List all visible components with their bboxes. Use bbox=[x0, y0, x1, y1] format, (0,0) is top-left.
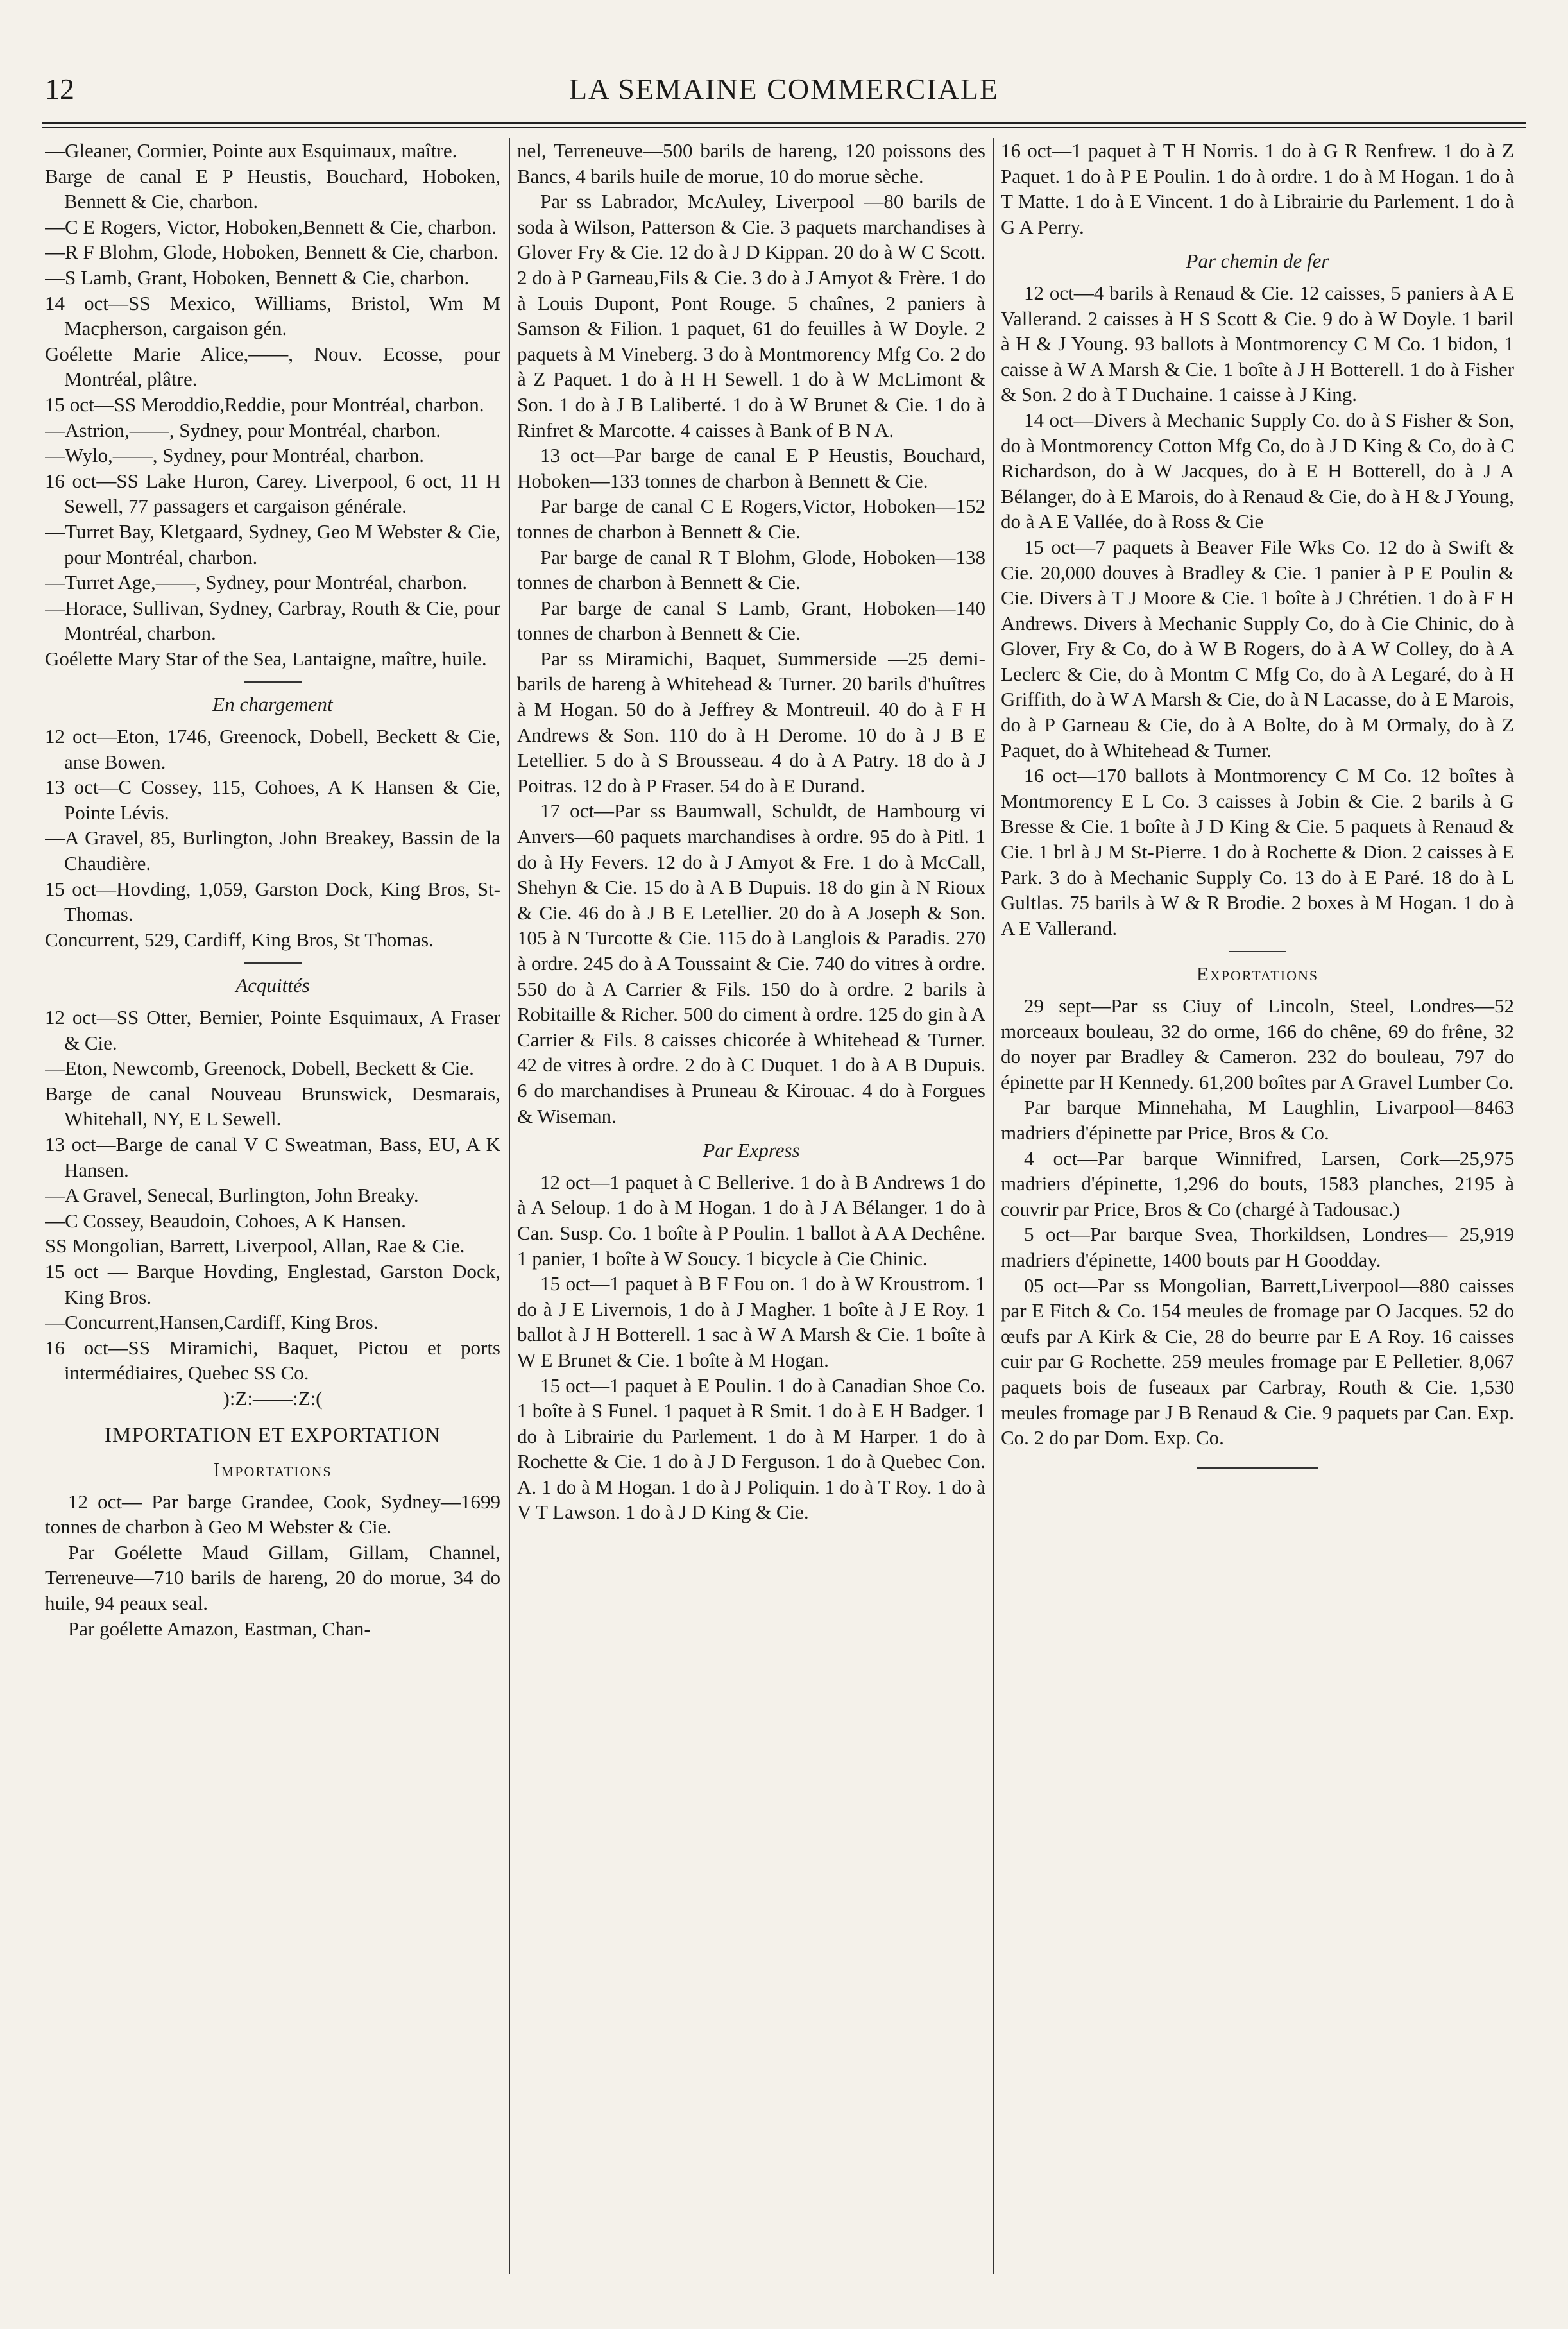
listing-entry: 15 oct—SS Meroddio,Reddie, pour Montréal, charbon. bbox=[45, 393, 484, 416]
separator-rule bbox=[1229, 951, 1286, 952]
paragraph: 15 oct—1 paquet à B F Fou on. 1 do à W Kroustrom. 1 do à J E Livernois, 1 do à J Magher. 1 boîte à J E Roy. 1 ballot à J H Botterell. 1 sac à W A Marsh & Cie. 1 boîte à W E Brunet & Cie. 1 boîte à M Hogan. bbox=[517, 1272, 985, 1371]
section-heading: Importations bbox=[213, 1458, 332, 1481]
paragraph: 12 oct— Par barge Grandee, Cook, Sydney—1699 tonnes de charbon à Geo M Webster & Cie. bbox=[45, 1490, 500, 1539]
listing-entry: 14 oct—SS Mexico, Williams, Bristol, Wm M Macpherson, cargaison gén. bbox=[45, 291, 500, 340]
paragraph: Par barge de canal C E Rogers,Victor, Hoboken—152 tonnes de charbon à Bennett & Cie. bbox=[517, 495, 985, 543]
listing-entry: 12 oct—SS Otter, Bernier, Pointe Esquimaux, A Fraser & Cie. bbox=[45, 1006, 500, 1054]
listing-entry: 13 oct—Barge de canal V C Sweatman, Bass, EU, A K Hansen. bbox=[45, 1132, 500, 1181]
column-divider bbox=[993, 138, 994, 2274]
listing-entry: —Astrion,——, Sydney, pour Montréal, charbon. bbox=[45, 418, 441, 441]
listing-entry: Barge de canal E P Heustis, Bouchard, Hoboken, Bennett & Cie, charbon. bbox=[45, 164, 500, 213]
paragraph: 4 oct—Par barque Winnifred, Larsen, Cork—25,975 madriers d'épinette, 1,296 do bouts, 1583 planches, 2195 à couvrir par Price, Bros & Co (chargé à Tadousac.) bbox=[1001, 1147, 1514, 1220]
listing-entry: 15 oct — Barque Hovding, Englestad, Garston Dock, King Bros. bbox=[45, 1259, 500, 1308]
paragraph: Par ss Labrador, McAuley, Liverpool —80 barils de soda à Wilson, Patterson & Cie. 3 paquets marchandises à Glover Fry & Cie. 12 do à J D Kippan. 20 do à W C Scott. 2 do à P Garneau,Fils & Cie. 3 do à J Amyot & Frère. 1 do à Louis Dupont, Pont Rouge. 5 chaînes, 2 paniers à Samson & Filion. 1 paquet, 61 do feuilles à W Doyle. 2 paquets à M Vineberg. 3 do à Montmorency Mfg Co. 2 do à Z Paquet. 1 do à H H Sewell. 1 do à W McLimont & Son. 1 do à J B Laliberté. 1 do à W Brunet & Cie. 1 do à Rinfret & Marcotte. 4 caisses à Bank of B N A. bbox=[517, 190, 985, 441]
listing-entry: —R F Blohm, Glode, Hoboken, Bennett & Cie, charbon. bbox=[45, 241, 499, 264]
paragraph: Par ss Miramichi, Baquet, Summerside —25 demi-barils de hareng à Whitehead & Turner. 20 barils d'huîtres à M Hogan. 50 do à Jeffrey & Montreuil. 40 do à F H Andrews & Son. 110 do à H Derome. 10 do à J B E Letellier. 5 do à S Brousseau. 4 do à A Patry. 18 do à J Poitras. 12 do à P Fraser. 54 do à E Durand. bbox=[517, 647, 985, 797]
paragraph: Par barge de canal R T Blohm, Glode, Hoboken—138 tonnes de charbon à Bennett & Cie. bbox=[517, 545, 985, 594]
paragraph: 15 oct—1 paquet à E Poulin. 1 do à Canadian Shoe Co. 1 boîte à S Funel. 1 paquet à R Smit. 1 do à E H Badger. 1 do à Librairie du Parlement. 1 do à M Harper. 1 do à Rochette & Cie. 1 do à J D Ferguson. 1 do à Quebec Con. A. 1 do à M Hogan. 1 do à J Poliquin. 1 do à T Roy. 1 do à V T Lawson. 1 do à J D King & Cie. bbox=[517, 1374, 985, 1524]
listing-entry: —Horace, Sullivan, Sydney, Carbray, Routh & Cie, pour Montréal, charbon. bbox=[45, 596, 500, 645]
listing-entry: —Concurrent,Hansen,Cardiff, King Bros. bbox=[45, 1311, 379, 1334]
listing-entry: SS Mongolian, Barrett, Liverpool, Allan, Rae & Cie. bbox=[45, 1234, 465, 1258]
separator-rule bbox=[244, 681, 302, 683]
header-rule-thin bbox=[42, 127, 1526, 128]
paragraph: 12 oct—1 paquet à C Bellerive. 1 do à B Andrews 1 do à A Seloup. 1 do à M Hogan. 1 do à J A Bélanger. 1 do à Can. Susp. Co. 1 boîte à P Poulin. 1 ballot à A A Dechêne. 1 panier, 1 boîte à W Soucy. 1 bicycle à Cie Chinic. bbox=[517, 1170, 985, 1270]
paragraph: 29 sept—Par ss Ciuy of Lincoln, Steel, Londres—52 morceaux bouleau, 32 do orme, 166 do chêne, 69 do frêne, 32 do noyer par Bradley & Cameron. 232 do bouleau, 797 do épinette par H Kennedy. 61,200 boîtes par A Gravel Lumber Co. bbox=[1001, 994, 1514, 1093]
paragraph: nel, Terreneuve—500 barils de hareng, 120 poissons des Bancs, 4 barils huile de morue, 10 do morue sèche. bbox=[517, 139, 985, 187]
section-heading: Par Express bbox=[703, 1139, 800, 1162]
section-heading: Acquittés bbox=[235, 974, 310, 997]
listing-entry: 16 oct—SS Miramichi, Baquet, Pictou et ports intermédiaires, Quebec SS Co. bbox=[45, 1336, 500, 1385]
paragraph: 05 oct—Par ss Mongolian, Barrett,Liverpool—880 caisses par E Fitch & Co. 154 meules de fromage par O Jacques. 52 do œufs par A Kirk & Cie, 28 do beurre par E A Roy. 16 caisses cuir par G Rochette. 259 meules fromage par E Pelletier. 8,067 paquets bois de fuseaux par Carbray, Routh & Cie. 1,530 meules fromage par J B Renaud & Cie. 9 paquets par Can. Exp. Co. 2 do par Dom. Exp. Co. bbox=[1001, 1274, 1514, 1449]
listing-entry: Concurrent, 529, Cardiff, King Bros, St Thomas. bbox=[45, 928, 434, 951]
listing-entry: —Eton, Newcomb, Greenock, Dobell, Beckett & Cie. bbox=[45, 1057, 474, 1080]
paragraph: 15 oct—7 paquets à Beaver File Wks Co. 12 do à Swift & Cie. 20,000 douves à Bradley & Cie. 1 panier à P E Poulin & Cie. Divers à T J Moore & Cie. 1 boîte à J Chrétien. 1 do à F H Andrews. Divers à Mechanic Supply Co, do à Cie Chinic, do à Glover, Fry & Co, do à W B Rogers, do à A W Colley, do à A Leclerc & Cie, do à Montm C Mfg Co, do à A Legaré, do à H Griffith, do à W A Marsh & Cie, do à N Lacasse, do à E Marois, do à P Garneau & Cie, do à A Bolte, do à M Ormaly, do à Z Paquet, do à Whitehead & Turner. bbox=[1001, 535, 1514, 762]
paragraph: Par goélette Amazon, Eastman, Chan- bbox=[68, 1617, 371, 1640]
listing-entry: —A Gravel, Senecal, Burlington, John Breaky. bbox=[45, 1184, 419, 1207]
separator-rule bbox=[244, 962, 302, 964]
paragraph: 14 oct—Divers à Mechanic Supply Co. do à S Fisher & Son, do à Montmorency Cotton Mfg Co, do à J D King & Co, do à C Richardson, do à W Jacques, do à E H Botterell, do à J A Bélanger, do à E Marois, do à Renaud & Cie, do à H & J Young, do à A E Vallée, do à Ross & Cie bbox=[1001, 408, 1514, 533]
listing-entry: 15 oct—Hovding, 1,059, Garston Dock, King Bros, St-Thomas. bbox=[45, 877, 500, 926]
paragraph: 17 oct—Par ss Baumwall, Schuldt, de Hambourg vi Anvers—60 paquets marchandises à ordre. 95 do à Pitl. 1 do à Hy Fevers. 12 do à J Amyot & Fre. 1 do à McCall, Shehyn & Cie. 15 do à A B Dupuis. 18 do gin à N Rioux & Cie. 46 do à J B E Letellier. 20 do à A Joseph & Son. 105 à N Turcotte & Cie. 115 do à Langlois & Paradis. 270 à ordre. 245 do à A Toussaint & Cie. 740 do vitres à ordre. 550 do à A Carrier & Fils. 150 do à ordre. 2 barils à Robitaille & Richer. 500 do ciment à ordre. 125 do gin à A Carrier & Fils. 8 caisses chicorée à Whitehead & Turner. 42 de vitres à ordre. 2 do à C Duquet. 1 do à A B Dupuis. 6 do marchandises à Pruneau & Kirouac. 4 do à Forgues & Wiseman. bbox=[517, 799, 985, 1127]
listing-entry: 16 oct—SS Lake Huron, Carey. Liverpool, 6 oct, 11 H Sewell, 77 passagers et cargaison générale. bbox=[45, 469, 500, 518]
paragraph: Par barque Minnehaha, M Laughlin, Livarpool—8463 madriers d'épinette par Price, Bros & Co. bbox=[1001, 1096, 1514, 1144]
ornament: ):Z:——:Z:( bbox=[223, 1386, 323, 1410]
paragraph: Par barge de canal S Lamb, Grant, Hoboken—140 tonnes de charbon à Bennett & Cie. bbox=[517, 596, 985, 645]
paragraph: 13 oct—Par barge de canal E P Heustis, Bouchard, Hoboken—133 tonnes de charbon à Bennett & Cie. bbox=[517, 444, 985, 492]
section-title: IMPORTATION ET EXPORTATION bbox=[105, 1423, 441, 1447]
column-middle bbox=[517, 138, 985, 2287]
end-rule bbox=[1197, 1467, 1318, 1469]
listing-entry: —S Lamb, Grant, Hoboken, Bennett & Cie, charbon. bbox=[45, 266, 470, 289]
listing-entry: 13 oct—C Cossey, 115, Cohoes, A K Hansen & Cie, Pointe Lévis. bbox=[45, 776, 500, 824]
listing-entry: —Turret Bay, Kletgaard, Sydney, Geo M Webster & Cie, pour Montréal, charbon. bbox=[45, 520, 500, 568]
running-title: LA SEMAINE COMMERCIALE bbox=[568, 73, 1000, 105]
listing-entry: Goélette Marie Alice,——, Nouv. Ecosse, pour Montréal, plâtre. bbox=[45, 342, 500, 391]
listing-entry: Goélette Mary Star of the Sea, Lantaigne, maître, huile. bbox=[45, 647, 487, 670]
listing-entry: —Wylo,——, Sydney, pour Montréal, charbon. bbox=[45, 444, 425, 467]
page-number: 12 bbox=[45, 73, 74, 105]
paragraph: 5 oct—Par barque Svea, Thorkildsen, Londres— 25,919 madriers d'épinette, 1400 bouts par H Goodday. bbox=[1001, 1223, 1514, 1271]
paragraph: Par Goélette Maud Gillam, Gillam, Channel, Terreneuve—710 barils de hareng, 20 do morue, 34 do huile, 94 peaux seal. bbox=[45, 1540, 500, 1615]
section-heading: En chargement bbox=[212, 693, 333, 716]
column-left bbox=[45, 138, 500, 2287]
paragraph: 12 oct—4 barils à Renaud & Cie. 12 caisses, 5 paniers à A E Vallerand. 2 caisses à H S Scott & Cie. 9 do à W Doyle. 1 baril à H & J Young. 93 ballots à Montmorency C M Co. 1 bidon, 1 caisse à W A Marsh & Cie. 1 boîte à J H Botterell. 1 do à Fisher & Son. 2 do à T Duchaine. 1 caisse à J King. bbox=[1001, 281, 1514, 406]
listing-entry: —Turret Age,——, Sydney, pour Montréal, charbon. bbox=[45, 571, 468, 594]
paragraph: 16 oct—1 paquet à T H Norris. 1 do à G R Renfrew. 1 do à Z Paquet. 1 do à P E Poulin. 1 do à ordre. 1 do à M Hogan. 1 do à T Matte. 1 do à E Vincent. 1 do à Librairie du Parlement. 1 do à G A Perry. bbox=[1001, 139, 1514, 238]
section-heading: Par chemin de fer bbox=[1186, 250, 1329, 273]
listing-entry: —C Cossey, Beaudoin, Cohoes, A K Hansen. bbox=[45, 1209, 406, 1232]
listing-entry: —A Gravel, 85, Burlington, John Breakey, Bassin de la Chaudière. bbox=[45, 826, 500, 875]
column-right bbox=[1001, 138, 1514, 2287]
header-rule bbox=[42, 122, 1526, 124]
listing-entry: 12 oct—Eton, 1746, Greenock, Dobell, Beckett & Cie, anse Bowen. bbox=[45, 725, 500, 773]
listing-entry: —Gleaner, Cormier, Pointe aux Esquimaux, maître. bbox=[45, 139, 457, 162]
listing-entry: —C E Rogers, Victor, Hoboken,Bennett & Cie, charbon. bbox=[45, 215, 497, 238]
paragraph: 16 oct—170 ballots à Montmorency C M Co. 12 boîtes à Montmorency E L Co. 3 caisses à Jobin & Cie. 2 barils à G Bresse & Cie. 1 boîte à J D King & Cie. 5 paquets à Renaud & Cie. 1 brl à J M St-Pierre. 1 do à Rochette & Dion. 2 caisses à E Park. 3 do à Mechanic Supply Co. 13 do à E Paré. 18 do à L Gultlas. 75 barils à W & R Brodie. 2 boxes à M Hogan. 1 do à A E Vallerand. bbox=[1001, 764, 1514, 939]
section-heading: Exportations bbox=[1196, 962, 1319, 985]
listing-entry: Barge de canal Nouveau Brunswick, Desmarais, Whitehall, NY, E L Sewell. bbox=[45, 1082, 500, 1130]
column-divider bbox=[509, 138, 510, 2274]
page-header bbox=[0, 0, 1568, 141]
